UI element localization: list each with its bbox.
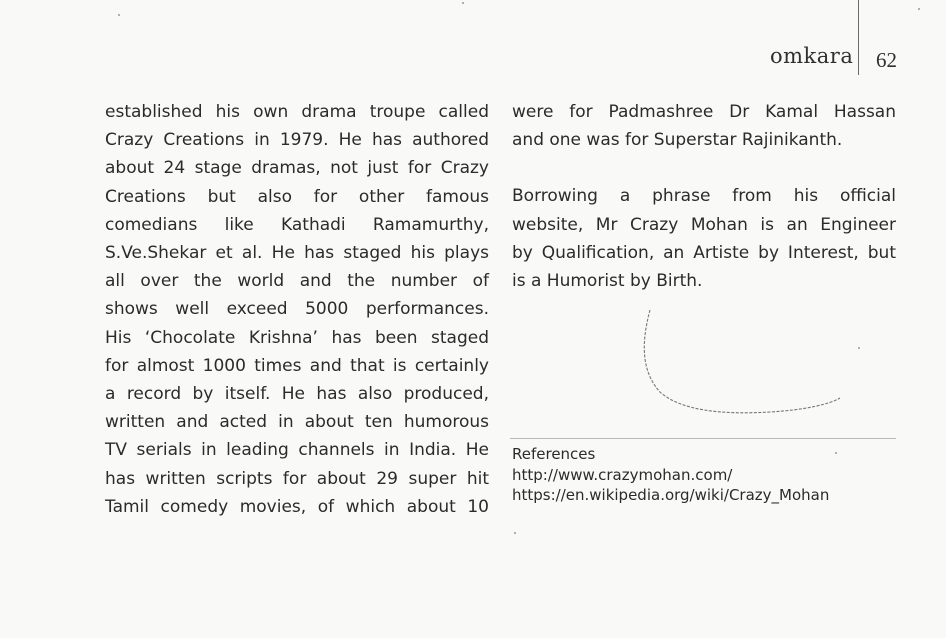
body-line: all over the world and the number of xyxy=(105,271,489,292)
body-line: Crazy Creations in 1979. He has authored xyxy=(105,130,489,151)
body-line: were for Padmashree Dr Kamal Hassan xyxy=(512,102,896,122)
paragraph-gap xyxy=(512,154,896,182)
body-line: shows well exceed 5000 performances. xyxy=(105,299,489,320)
body-line: TV serials in leading channels in India. He xyxy=(105,440,489,461)
references-block xyxy=(512,444,829,506)
body-line: comedians like Kathadi Ramamurthy, xyxy=(105,214,489,235)
body-line: established his own drama troupe called xyxy=(105,102,489,122)
body-line: website, Mr Crazy Mohan is an Engineer xyxy=(512,214,896,235)
reference-link[interactable]: https://en.wikipedia.org/wiki/Crazy_Mohan xyxy=(512,486,830,504)
body-line: Tamil comedy movies, of which about 10 xyxy=(105,496,489,517)
body-line: by Qualification, an Artiste by Interest, but xyxy=(512,242,896,263)
body-line: for almost 1000 times and that is certainly xyxy=(105,355,489,376)
body-line: Borrowing a phrase from his official xyxy=(512,186,896,207)
right-column xyxy=(512,98,896,295)
body-line: written and acted in about ten humorous xyxy=(105,412,489,433)
page-number: 62 xyxy=(876,48,897,72)
references-divider xyxy=(510,438,896,439)
references-heading: References xyxy=(512,445,596,463)
body-line: His ‘Chocolate Krishna’ has been staged xyxy=(105,327,489,348)
reference-link[interactable]: http://www.crazymohan.com/ xyxy=(512,465,733,484)
header-divider xyxy=(858,0,859,75)
pencil-mark xyxy=(630,300,860,430)
body-line: has written scripts for about 29 super hit xyxy=(105,468,489,489)
body-line: a record by itself. He has also produced, xyxy=(105,384,489,405)
left-column xyxy=(105,98,489,521)
body-line: is a Humorist by Birth. xyxy=(512,271,703,292)
body-line: Creations but also for other famous xyxy=(105,186,489,207)
body-line: about 24 stage dramas, not just for Crazy xyxy=(105,158,489,179)
brand-logo: omkara xyxy=(770,44,854,68)
body-line: and one was for Superstar Rajinikanth. xyxy=(512,130,843,151)
body-line: S.Ve.Shekar et al. He has staged his plays xyxy=(105,243,489,264)
